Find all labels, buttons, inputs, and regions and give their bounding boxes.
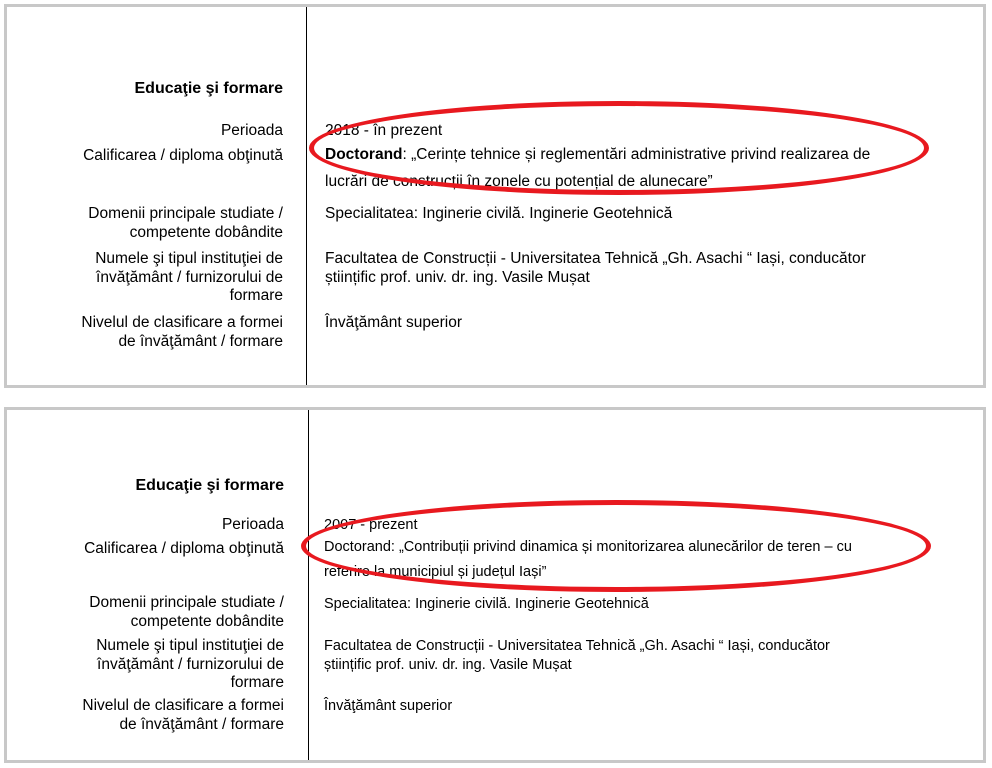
value-institution: Facultatea de Construcții - Universitatea Tehnică „Gh. Asachi “ Iași, conducător științific prof. univ. dr. ing. Vasile Mușat [325, 250, 866, 286]
value-level: Învăţământ superior [325, 314, 462, 331]
label-level: Nivelul de clasificare a formei de învăţământ / formare [82, 697, 284, 733]
label-qualification: Calificarea / diploma obţinută [83, 147, 283, 164]
label-institution: Numele şi tipul instituţiei de învăţământ / furnizorului de formare [95, 250, 283, 304]
value-domains: Specialitatea: Inginerie civilă. Inginerie Geotehnică [324, 596, 649, 612]
value-level: Învăţământ superior [324, 698, 453, 714]
value-institution: Facultatea de Construcții - Universitatea Tehnică „Gh. Asachi “ Iași, conducător științific prof. univ. dr. ing. Vasile Mușat [324, 638, 830, 673]
label-qualification: Calificarea / diploma obţinută [84, 540, 284, 557]
value-domains: Specialitatea: Inginerie civilă. Inginerie Geotehnică [325, 205, 673, 222]
column-divider [306, 7, 307, 385]
section-heading: Educaţie şi formare [134, 80, 283, 97]
section-heading: Educaţie şi formare [135, 477, 284, 494]
label-domains: Domenii principale studiate / competente dobândite [88, 205, 283, 241]
value-qualification-line1: Doctorand: „Cerințe tehnice și reglementări administrative privind realizarea de [325, 146, 871, 163]
highlight-ellipse [309, 101, 929, 195]
value-qualification-line2: referire la municipiul și județul Iași” [324, 564, 547, 580]
highlight-ellipse [301, 500, 931, 592]
label-period: Perioada [220, 122, 283, 139]
value-qualification-line1: Doctorand: „Contribuții privind dinamica și monitorizarea alunecărilor de teren – cu [324, 539, 852, 555]
value-period: 2018 - în prezent [325, 122, 443, 139]
value-period: 2007 - prezent [324, 517, 418, 533]
value-qualification-line2: lucrări de construcții în zonele cu potențial de alunecare” [325, 173, 713, 190]
label-level: Nivelul de clasificare a formei de învăţământ / formare [81, 314, 283, 350]
education-panel-2 [4, 407, 986, 763]
column-divider [308, 410, 309, 760]
education-panel-1 [4, 4, 986, 388]
label-institution: Numele şi tipul instituţiei de învăţământ / furnizorului de formare [96, 637, 284, 691]
label-period: Perioada [221, 516, 284, 533]
label-domains: Domenii principale studiate / competente dobândite [89, 594, 284, 630]
